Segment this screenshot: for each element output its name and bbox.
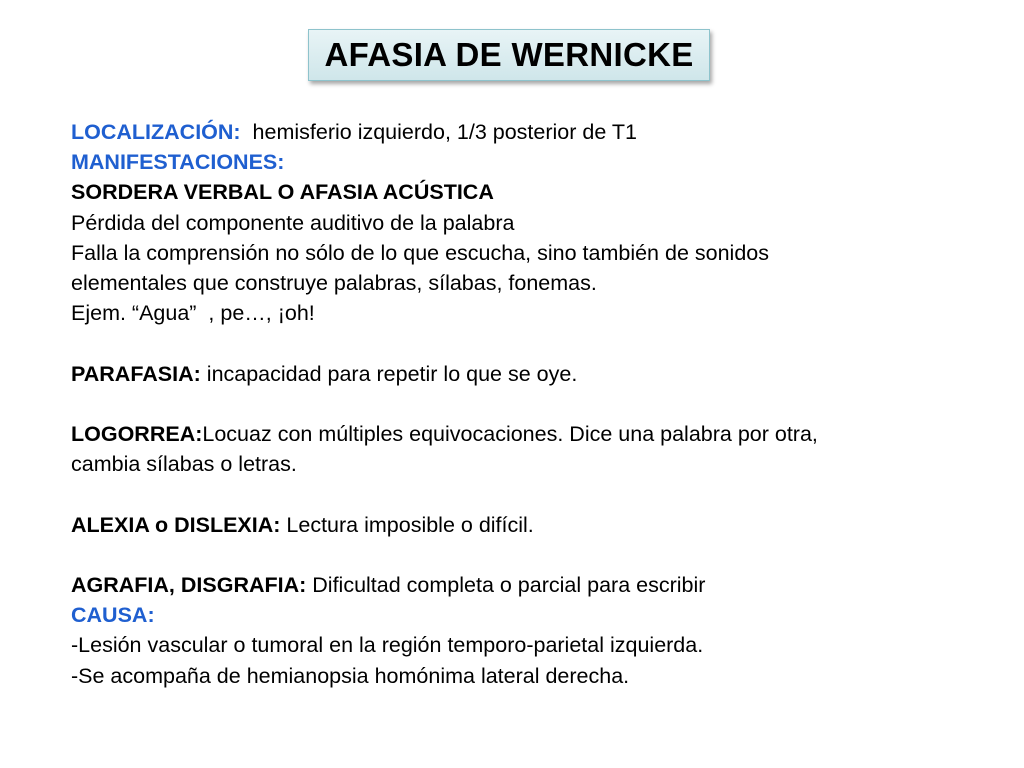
manifestaciones-label: MANIFESTACIONES: [71, 150, 285, 175]
causa-line [71, 600, 991, 630]
logorrea-line [71, 419, 991, 449]
agrafia-text: Dificultad completa o parcial para escribir [306, 572, 706, 597]
causa-line-2: -Se acompaña de hemianopsia homónima lateral derecha. [71, 663, 630, 688]
localizacion-line [71, 117, 991, 147]
alexia-line [71, 510, 991, 540]
spacer-3 [71, 479, 991, 509]
sordera-line-2: Falla la comprensión no sólo de lo que escucha, sino también de sonidos [71, 240, 769, 265]
alexia-label: ALEXIA o DISLEXIA: [71, 512, 281, 537]
sordera-example: Ejem. “Agua” , pe…, ¡oh! [71, 301, 315, 326]
logorrea-label: LOGORREA: [71, 422, 203, 446]
parafasia-line [71, 359, 991, 389]
localizacion-label: LOCALIZACIÓN: [71, 120, 241, 144]
causa-line-1: -Lesión vascular o tumoral en la región temporo-parietal izquierda. [71, 633, 704, 658]
localizacion-text: hemisferio izquierdo, 1/3 posterior de T1 [240, 120, 637, 144]
slide-content [71, 117, 991, 691]
logorrea-text: Locuaz con múltiples equivocaciones. Dice una palabra por otra, [202, 422, 818, 446]
logorrea-line-2: cambia sílabas o letras. [71, 452, 297, 477]
causa-label: CAUSA: [71, 603, 155, 628]
parafasia-text: incapacidad para repetir lo que se oye. [200, 361, 578, 386]
sordera-heading: SORDERA VERBAL O AFASIA ACÚSTICA [71, 180, 494, 205]
sordera-line-3: elementales que construye palabras, sílabas, fonemas. [71, 271, 597, 296]
spacer-2 [71, 389, 991, 419]
manifestaciones-line [71, 147, 991, 177]
alexia-text: Lectura imposible o difícil. [280, 512, 534, 537]
parafasia-label: PARAFASIA: [71, 361, 201, 386]
agrafia-label: AGRAFIA, DISGRAFIA: [71, 572, 307, 597]
slide-title: AFASIA DE WERNICKE [324, 36, 694, 73]
title-box [308, 29, 710, 81]
spacer-1 [71, 328, 991, 358]
spacer-4 [71, 540, 991, 570]
agrafia-line [71, 570, 991, 600]
sordera-line-1: Pérdida del componente auditivo de la palabra [71, 210, 515, 235]
